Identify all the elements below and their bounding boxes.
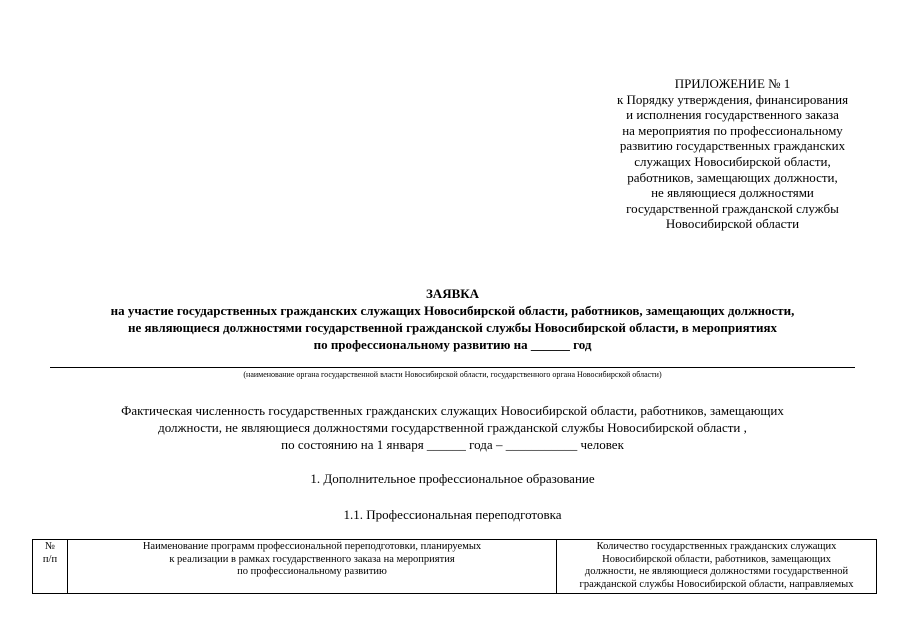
section-heading-1: 1. Дополнительное профессиональное образование: [310, 471, 595, 486]
request-heading: [40, 285, 865, 353]
section-heading-1-1: 1.1. Профессиональная переподготовка: [343, 507, 562, 522]
headcount-line: по состоянию на 1 января ______ года – ___________ человек: [281, 437, 624, 452]
appendix-block: [590, 76, 875, 232]
column-header-employee-count: Количество государственных гражданских служащих Новосибирской области, работников, замещающих должности, не являющиеся должностями государственной гражданской службы Новосибирской области, направляемых: [557, 540, 877, 594]
appendix-line: служащих Новосибирской области,: [634, 153, 831, 169]
appendix-line: государственной гражданской службы: [626, 200, 839, 216]
org-name-caption: (наименование органа государственной власти Новосибирской области, государственного органа Новосибирской области): [243, 370, 662, 379]
request-heading-line: не являющиеся должностями государственной гражданской службы Новосибирской области, в мероприятиях: [127, 320, 778, 335]
appendix-line: на мероприятия по профессиональному: [622, 122, 843, 138]
headcount-line: должности, не являющиеся должностями государственной гражданской службы Новосибирской области ,: [158, 420, 747, 435]
column-header-number: № п/п: [33, 540, 68, 594]
headcount-line: Фактическая численность государственных гражданских служащих Новосибирской области, работников, замещающих: [121, 403, 784, 418]
retraining-table: [32, 539, 877, 594]
appendix-line: развитию государственных гражданских: [619, 138, 846, 154]
appendix-title: ПРИЛОЖЕНИЕ № 1: [674, 76, 791, 91]
appendix-line: не являющиеся должностями: [651, 185, 814, 201]
request-heading-line: по профессиональному развитию на ______ год: [313, 337, 592, 352]
request-title: ЗАЯВКА: [425, 286, 480, 301]
appendix-line: работников, замещающих должности,: [627, 169, 838, 185]
headcount-paragraph: [40, 402, 865, 453]
appendix-line: к Порядку утверждения, финансирования: [616, 91, 849, 107]
appendix-line: и исполнения государственного заказа: [626, 107, 839, 123]
request-heading-line: на участие государственных гражданских служащих Новосибирской области, работников, замещающих должности,: [110, 303, 795, 318]
org-name-underline: [50, 367, 855, 368]
table-header-row: [33, 540, 877, 594]
appendix-line: Новосибирской области: [665, 216, 800, 232]
column-header-program-name: Наименование программ профессиональной переподготовки, планируемых к реализации в рамках государственного заказа на мероприятия по профессиональному развитию: [68, 540, 557, 594]
